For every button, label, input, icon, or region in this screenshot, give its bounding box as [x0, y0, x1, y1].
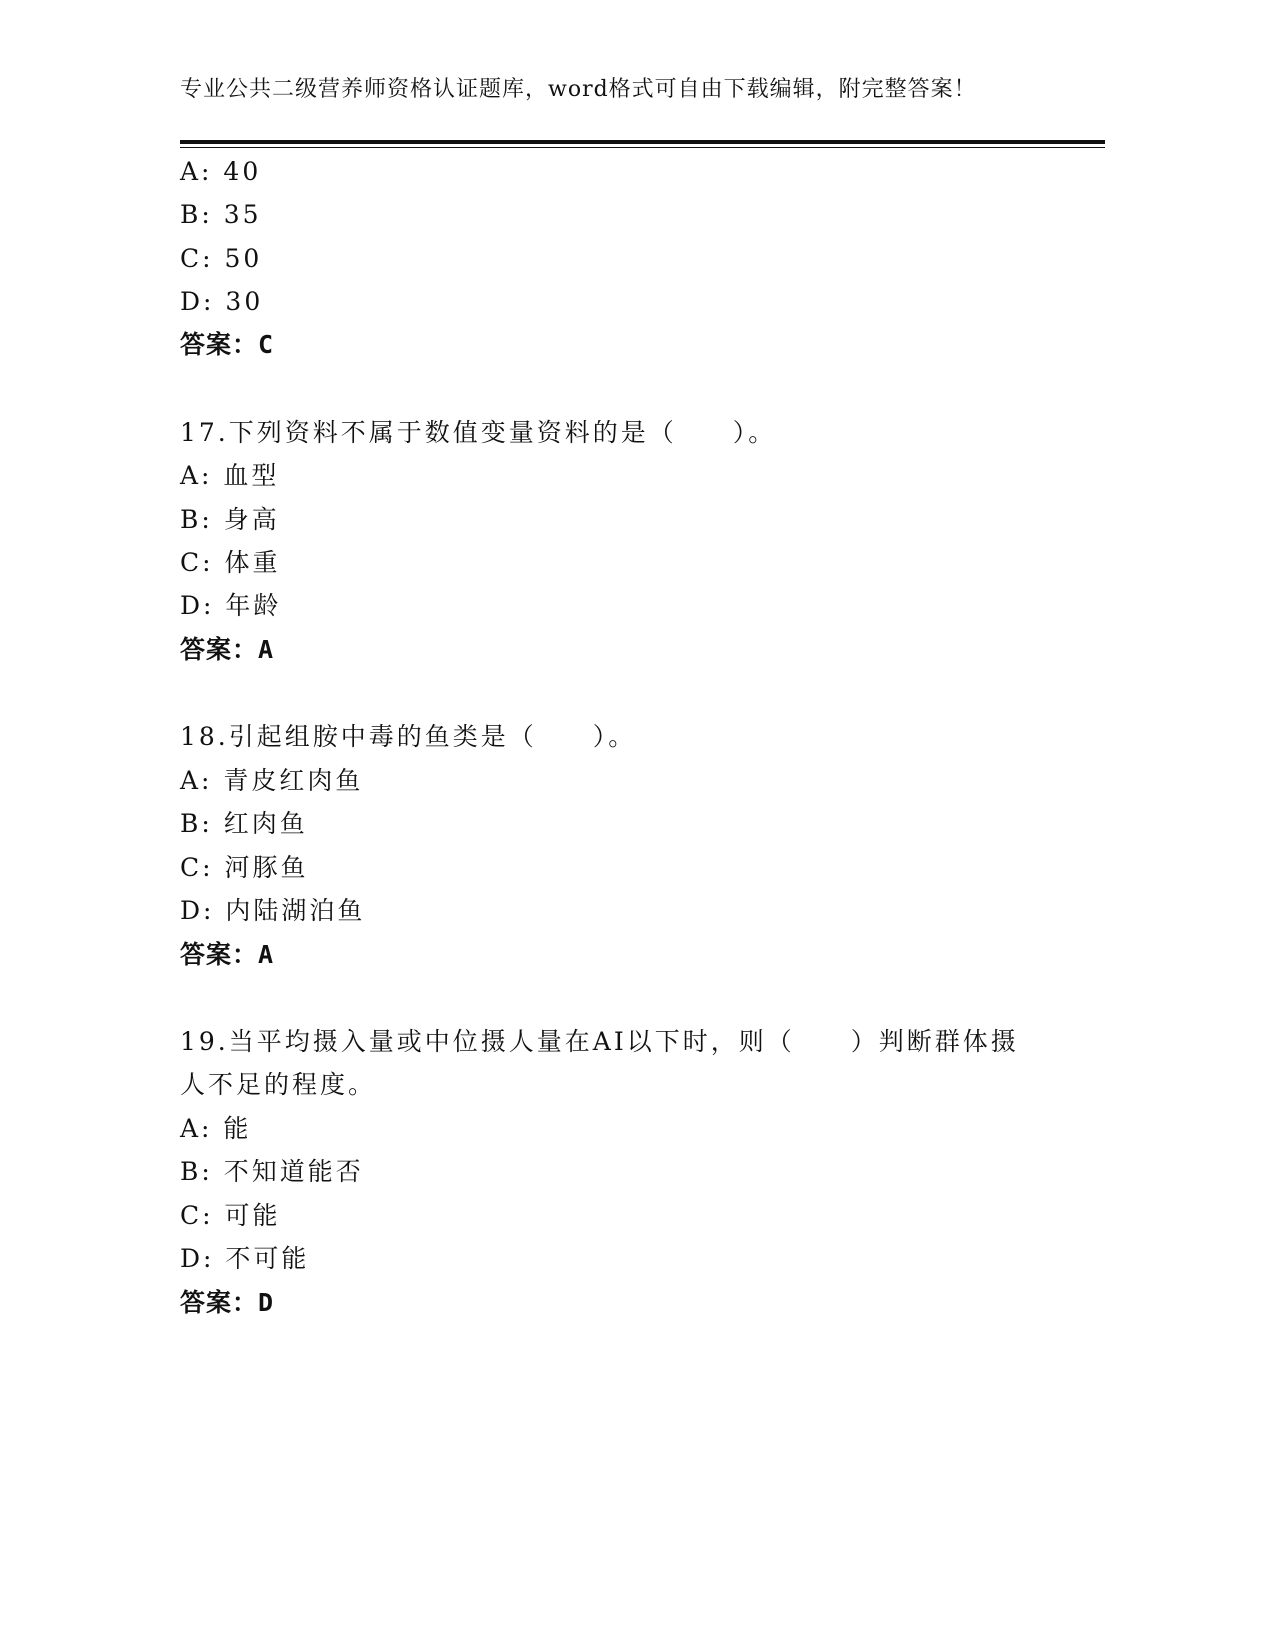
question-19-stem-line1: 19.当平均摄入量或中位摄人量在AI以下时，则（ ）判断群体摄 — [180, 1027, 1019, 1056]
answer: 答案：A — [180, 635, 275, 664]
option-b: B: 不知道能否 — [180, 1157, 364, 1186]
option-c: C: 体重 — [180, 548, 281, 577]
option-d: D: 年龄 — [180, 591, 282, 620]
option-b: B: 红肉鱼 — [180, 809, 308, 838]
question-19-stem-line2: 人不足的程度。 — [180, 1070, 377, 1099]
option-c: C: 可能 — [180, 1201, 281, 1230]
option-a: A: 40 — [180, 157, 262, 186]
option-a: A: 能 — [180, 1114, 252, 1143]
answer: 答案：A — [180, 940, 275, 969]
header-divider-thick — [180, 140, 1105, 144]
option-d: D: 不可能 — [180, 1244, 310, 1273]
header-divider-thin — [180, 147, 1105, 148]
question-17-stem: 17.下列资料不属于数值变量资料的是（ ）。 — [180, 418, 777, 447]
option-d: D: 30 — [180, 287, 264, 316]
option-d: D: 内陆湖泊鱼 — [180, 896, 366, 925]
page-header: 专业公共二级营养师资格认证题库，word格式可自由下载编辑，附完整答案！ — [180, 77, 977, 102]
question-18-stem: 18.引起组胺中毒的鱼类是（ ）。 — [180, 722, 637, 751]
option-c: C: 50 — [180, 244, 263, 273]
answer: 答案：C — [180, 330, 275, 359]
option-a: A: 青皮红肉鱼 — [180, 766, 364, 795]
option-b: B: 35 — [180, 200, 262, 229]
option-c: C: 河豚鱼 — [180, 853, 309, 882]
option-a: A: 血型 — [180, 461, 280, 490]
answer: 答案：D — [180, 1288, 275, 1317]
option-b: B: 身高 — [180, 505, 280, 534]
